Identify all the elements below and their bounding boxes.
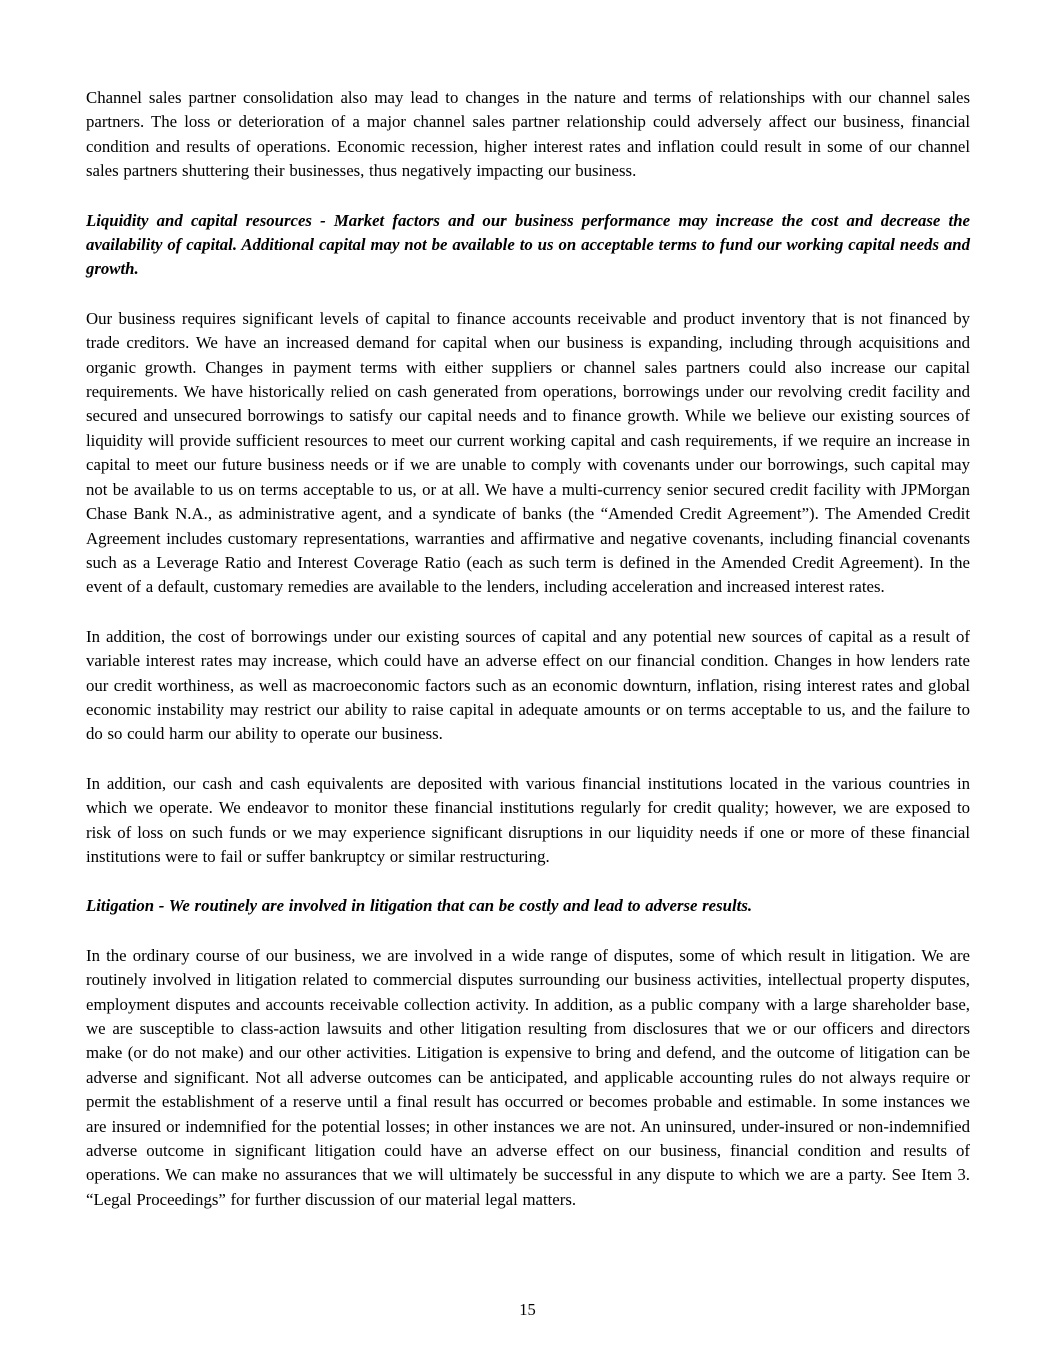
page-number: 15 (519, 1300, 536, 1319)
paragraph-capital-requirements: Our business requires significant levels of capital to finance accounts receivable and product inventory that is not financed by trade creditors. We have an increased demand for capital when our business is expanding, including through acquisitions and organic growth. Changes in payment terms with either suppliers or channel sales partners could also increase our capital requirements. We have historically relied on cash generated from operations, borrowings under our revolving credit facility and secured and unsecured borrowings to satisfy our capital needs and to finance growth. While we believe our existing sources of liquidity will provide sufficient resources to meet our current working capital and cash requirements, if we require an increase in capital to meet our future business needs or if we are unable to comply with covenants under our borrowings, such capital may not be available to us on terms acceptable to us, or at all. We have a multi-currency senior secured credit facility with JPMorgan Chase Bank N.A., as administrative agent, and a syndicate of banks (the “Amended Credit Agreement”). The Amended Credit Agreement includes customary representations, warranties and affirmative and negative covenants, including financial covenants such as a Leverage Ratio and Interest Coverage Ratio (each as such term is defined in the Amended Credit Agreement). In the event of a default, customary remedies are available to the lenders, including acceleration and increased interest rates. (86, 308, 970, 597)
paragraph-channel-sales-partners: Channel sales partner consolidation also may lead to changes in the nature and terms of relationships with our channel sales partners. The loss or deterioration of a major channel sales partner relationship could adversely affect our business, financial condition and results of operations. Economic recession, higher interest rates and inflation could result in some of our channel sales partners shuttering their businesses, thus negatively impacting our business. (86, 88, 970, 181)
paragraph-cash-deposits-risk: In addition, our cash and cash equivalents are deposited with various financial institutions located in the various countries in which we operate. We endeavor to monitor these financial institutions regularly for credit quality; however, we are exposed to risk of loss on such funds or we may experience significant disruptions in our liquidity needs if one or more of these financial institutions were to fail or suffer bankruptcy or similar restructuring. (86, 773, 970, 866)
paragraph-cost-of-borrowings: In addition, the cost of borrowings under our existing sources of capital and any potential new sources of capital as a result of variable interest rates may increase, which could have an adverse effect on our financial condition. Changes in how lenders rate our credit worthiness, as well as macroeconomic factors such as an economic downturn, inflation, rising interest rates and global economic instability may restrict our ability to raise capital in adequate amounts or on terms acceptable to us, and the failure to do so could harm our ability to operate our business. (86, 626, 970, 744)
paragraph-litigation-risks: In the ordinary course of our business, we are involved in a wide range of disputes, some of which result in litigation. We are routinely involved in litigation related to commercial disputes surrounding our business activities, intellectual property disputes, employment disputes and accounts receivable collection activity. In addition, as a public company with a large shareholder base, we are susceptible to class-action lawsuits and other litigation resulting from disclosures that we or our officers and directors make (or do not make) and our other activities. Litigation is expensive to bring and defend, and the outcome of litigation can be adverse and significant. Not all adverse outcomes can be anticipated, and applicable accounting rules do not always require or permit the establishment of a reserve until a final result has occurred or becomes probable and estimable. In some instances we are insured or indemnified for the potential losses; in other instances we are not. An uninsured, under-insured or non-indemnified adverse outcome in significant litigation could have an adverse effect on our business, financial condition and results of operations. We can make no assurances that we will ultimately be successful in any dispute to which we are a party. See Item 3. “Legal Proceedings” for further discussion of our material legal matters. (86, 945, 970, 1209)
section-heading-litigation: Litigation - We routinely are involved in litigation that can be costly and lead to adverse results. (86, 896, 753, 916)
section-heading-liquidity-and-capital-resources: Liquidity and capital resources - Market factors and our business performance may increase the cost and decrease the availability of capital. Additional capital may not be available to us on acceptable terms to fund our working capital needs and growth. (86, 210, 970, 279)
document-content (86, 86, 970, 1212)
